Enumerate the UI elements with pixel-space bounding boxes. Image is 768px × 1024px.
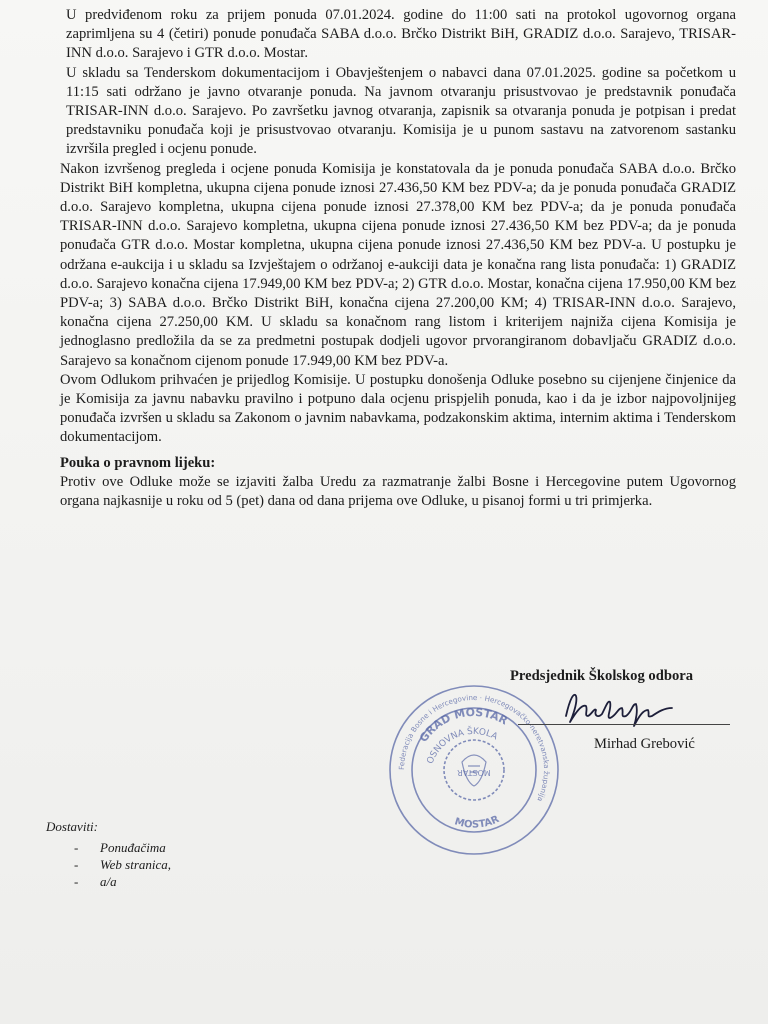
stamp-outer-text: Federacija Bosne i Hercegovine · Hercegovačko-neretvanska županija (396, 692, 552, 804)
legal-remedy-text: Protiv ove Odluke može se izjaviti žalba Uredu za razmatranje žalbi Bosne i Hercegovine putem Ugovornog organa najkasnije u roku od 5 (pet) dana od dana prijema ove Odluke, u pisanoj formi u tri primjerka. (60, 473, 736, 510)
document-body (60, 6, 736, 511)
signatory-name: Mirhad Grebović (594, 736, 695, 752)
distribution-item: - Web stranica, (74, 856, 171, 873)
signature-block (510, 668, 730, 752)
stamp-inner-text: MOSTAR (457, 768, 491, 777)
distribution-label: Dostaviti: (46, 819, 98, 834)
stamp-city-text: GRAD MOSTAR (416, 705, 510, 745)
signature-line (518, 724, 730, 725)
legal-remedy-heading: Pouka o pravnom lijeku: (60, 454, 216, 471)
stamp-bottom-text: MOSTAR (453, 813, 501, 831)
paragraph-evaluation: Nakon izvršenog pregleda i ocjene ponuda Komisija je konstatovala da je ponuda ponuđača SABA d.o.o. Brčko Distrikt BiH kompletna, ukupna cijena ponude iznosi 27.436,50 KM bez PDV-a; da je ponuda ponuđača GRADIZ d.o.o. Sarajevo kompletna, ukupna cijena ponude iznosi 27.378,00 KM bez PDV-a; da je ponuda ponuđača TRISAR-INN d.o.o. Sarajevo kompletna, ukupna cijena ponude iznosi 27.436,50 KM bez PDV-a; da je ponuda ponuđača GTR d.o.o. Mostar kompletna, ukupna cijena ponude iznosi 27.436,50 KM bez PDV-a. U postupku je održana e-aukcija i u skladu sa Izvještajem o održanoj e-aukciji data je konačna rang lista ponuđača: 1) GRADIZ d.o.o. Sarajevo konačna cijena 17.949,00 KM bez PDV-a; 2) GTR d.o.o. Mostar, konačna cijena 17.950,00 KM bez PDV-a; 3) SABA d.o.o. Brčko Distrikt BiH, konačna cijena 27.200,00 KM; 4) TRISAR-INN d.o.o. Sarajevo, konačna cijena 27.250,00 KM. U skladu sa konačnom rang listom i kriterijem najniža cijena Komisija je jednoglasno predložila da se za predmetni postupak dodjeli ugovor prvorangiranom dobavljaču GRADIZ d.o.o. Sarajevo sa konačnom cijenom ponude 17.949,00 KM bez PDV-a. (60, 160, 736, 369)
stamp-school-text: OSNOVNA ŠKOLA (425, 726, 499, 766)
paragraph-decision: Ovom Odlukom prihvaćen je prijedlog Komisije. U postupku donošenja Odluke posebno su cijenjene činjenice da je Komisija za javnu nabavku pravilno i potpuno dala ocjenu prispjelih ponuda, kao i da je izbor najpovoljnijeg ponuđača izvršen u skladu sa Zakonom o javnim nabavkama, podzakonskim aktima, internim aktima i Tenderskom dokumentacijom. (60, 371, 736, 446)
distribution-item: - a/a (74, 873, 171, 890)
distribution-item: - Ponuđačima (74, 839, 171, 856)
paragraph-bid-receipt: U predviđenom roku za prijem ponuda 07.01.2024. godine do 11:00 sati na protokol ugovornog organa zaprimljena su 4 (četiri) ponude ponuđača SABA d.o.o. Brčko Distrikt BiH, GRADIZ d.o.o. Sarajevo, TRISAR-INN d.o.o. Sarajevo i GTR d.o.o. Mostar. (66, 7, 736, 62)
official-stamp (386, 682, 562, 858)
paragraph-public-opening: U skladu sa Tenderskom dokumentacijom i Obavještenjem o nabavci dana 07.01.2025. godine sa početkom u 11:15 sati održano je javno otvaranje ponuda. Na javnom otvaranju prisustvovao je predstavnik ponuđača TRISAR-INN d.o.o. Sarajevo. Po završetku javnog otvaranja, zapisnik sa otvaranja ponuda je potpisan i predat predstavniku ponuđača koji je prisustvovao otvaranju. Komisija je u punom sastavu na zatvorenom sastanku izvršila pregled i ocjenu ponude. (66, 64, 736, 158)
signatory-title: Predsjednik Školskog odbora (510, 668, 694, 684)
distribution-list (46, 818, 171, 890)
